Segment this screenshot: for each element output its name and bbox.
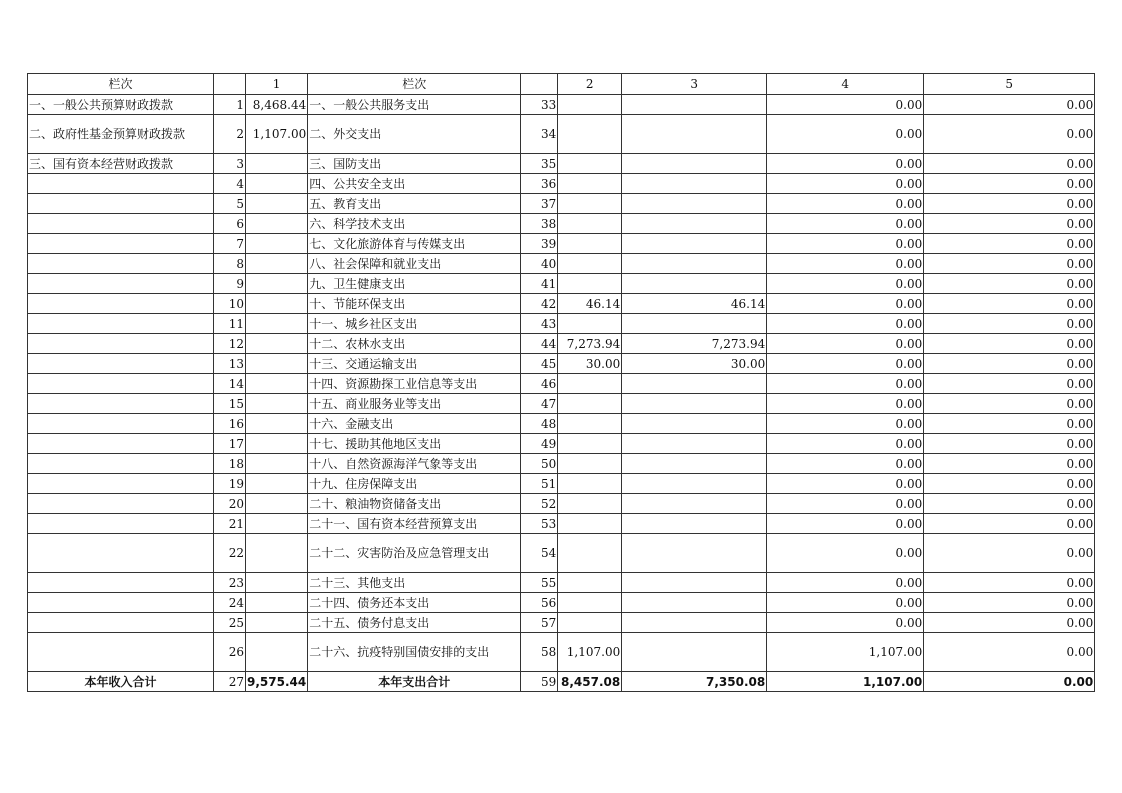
col4-value: 0.00 [767,95,924,115]
col4-value: 0.00 [767,514,924,534]
col4-value: 0.00 [767,234,924,254]
table-row [28,334,1095,354]
col5-value: 0.00 [924,613,1095,633]
expense-line-no: 42 [521,294,558,314]
income-amount [246,154,308,174]
income-amount [246,314,308,334]
col4-value: 0.00 [767,593,924,613]
col4-value: 0.00 [767,613,924,633]
col5-value: 0.00 [924,354,1095,374]
income-amount [246,494,308,514]
income-item [28,254,214,274]
income-item [28,374,214,394]
income-line-no: 16 [214,414,246,434]
col2-value [558,593,622,613]
expense-item: 三、国防支出 [308,154,521,174]
income-line-no: 18 [214,454,246,474]
expense-line-no: 35 [521,154,558,174]
income-line-no: 25 [214,613,246,633]
total-expense-line-no: 59 [521,672,558,692]
col5-value: 0.00 [924,194,1095,214]
table-row [28,374,1095,394]
col4-value: 0.00 [767,294,924,314]
header-col3: 3 [622,74,767,95]
col5-value: 0.00 [924,374,1095,394]
col5-value: 0.00 [924,534,1095,573]
income-line-no: 24 [214,593,246,613]
income-item [28,354,214,374]
col3-value [622,194,767,214]
income-amount: 8,468.44 [246,95,308,115]
income-line-no: 1 [214,95,246,115]
col5-value: 0.00 [924,334,1095,354]
income-amount [246,294,308,314]
expense-line-no: 46 [521,374,558,394]
col3-value [622,214,767,234]
income-item: 二、政府性基金预算财政拨款 [28,115,214,154]
col2-value [558,234,622,254]
col4-value: 0.00 [767,115,924,154]
col3-value [622,573,767,593]
expense-line-no: 33 [521,95,558,115]
income-line-no: 12 [214,334,246,354]
expense-line-no: 47 [521,394,558,414]
col5-value: 0.00 [924,454,1095,474]
col3-value [622,234,767,254]
expense-item: 二十二、灾害防治及应急管理支出 [308,534,521,573]
expense-line-no: 49 [521,434,558,454]
expense-line-no: 57 [521,613,558,633]
income-line-no: 10 [214,294,246,314]
income-item [28,514,214,534]
expense-item: 二十五、债务付息支出 [308,613,521,633]
income-amount [246,414,308,434]
expense-item: 十九、住房保障支出 [308,474,521,494]
col3-value [622,174,767,194]
header-left-label: 栏次 [28,74,214,95]
table-row [28,454,1095,474]
col2-value [558,115,622,154]
table-row [28,514,1095,534]
col3-value [622,274,767,294]
income-amount [246,254,308,274]
expense-line-no: 53 [521,514,558,534]
col4-value: 0.00 [767,374,924,394]
income-line-no: 5 [214,194,246,214]
table-row [28,573,1095,593]
expense-item: 一、一般公共服务支出 [308,95,521,115]
expense-item: 九、卫生健康支出 [308,274,521,294]
table-row [28,174,1095,194]
col5-value: 0.00 [924,234,1095,254]
expense-line-no: 37 [521,194,558,214]
income-line-no: 9 [214,274,246,294]
table-row [28,633,1095,672]
col3-value: 46.14 [622,294,767,314]
col2-value [558,274,622,294]
income-item [28,274,214,294]
col5-value: 0.00 [924,474,1095,494]
table-row [28,274,1095,294]
income-amount [246,214,308,234]
col3-value [622,394,767,414]
total-income-line-no: 27 [214,672,246,692]
income-amount [246,454,308,474]
col2-value: 46.14 [558,294,622,314]
col3-value [622,593,767,613]
expense-line-no: 56 [521,593,558,613]
col3-value [622,514,767,534]
table-row [28,354,1095,374]
table-row [28,414,1095,434]
income-line-no: 2 [214,115,246,154]
income-item [28,534,214,573]
col5-value: 0.00 [924,294,1095,314]
col2-value [558,174,622,194]
col5-value: 0.00 [924,254,1095,274]
col2-value: 1,107.00 [558,633,622,672]
income-line-no: 22 [214,534,246,573]
table-row [28,95,1095,115]
header-col1: 1 [246,74,308,95]
expense-item: 八、社会保障和就业支出 [308,254,521,274]
expense-item: 十一、城乡社区支出 [308,314,521,334]
total-col4: 1,107.00 [767,672,924,692]
table-row [28,194,1095,214]
expense-line-no: 55 [521,573,558,593]
col4-value: 0.00 [767,354,924,374]
col3-value: 7,273.94 [622,334,767,354]
income-item [28,294,214,314]
income-item [28,573,214,593]
total-income-amount: 9,575.44 [246,672,308,692]
income-item [28,434,214,454]
col4-value: 0.00 [767,414,924,434]
expense-item: 二十三、其他支出 [308,573,521,593]
col5-value: 0.00 [924,214,1095,234]
income-amount [246,573,308,593]
income-amount [246,274,308,294]
income-item [28,593,214,613]
budget-table [27,73,1095,692]
income-line-no: 20 [214,494,246,514]
col4-value: 0.00 [767,394,924,414]
total-income-label: 本年收入合计 [28,672,214,692]
income-line-no: 13 [214,354,246,374]
col3-value [622,314,767,334]
col2-value [558,514,622,534]
col4-value: 0.00 [767,494,924,514]
income-amount [246,474,308,494]
expense-line-no: 40 [521,254,558,274]
table-row [28,613,1095,633]
income-amount [246,514,308,534]
income-item: 一、一般公共预算财政拨款 [28,95,214,115]
income-amount [246,394,308,414]
income-item [28,414,214,434]
col2-value: 7,273.94 [558,334,622,354]
income-item [28,214,214,234]
income-item [28,633,214,672]
expense-item: 十五、商业服务业等支出 [308,394,521,414]
col5-value: 0.00 [924,274,1095,294]
col2-value [558,194,622,214]
income-line-no: 4 [214,174,246,194]
col2-value [558,573,622,593]
col4-value: 0.00 [767,334,924,354]
expense-item: 二十、粮油物资储备支出 [308,494,521,514]
income-item [28,474,214,494]
table-row [28,394,1095,414]
col3-value [622,414,767,434]
col4-value: 0.00 [767,194,924,214]
total-col2: 8,457.08 [558,672,622,692]
col2-value [558,414,622,434]
col5-value: 0.00 [924,115,1095,154]
col4-value: 0.00 [767,474,924,494]
header-blank-2 [521,74,558,95]
expense-item: 十、节能环保支出 [308,294,521,314]
col5-value: 0.00 [924,154,1095,174]
income-amount [246,194,308,214]
income-line-no: 14 [214,374,246,394]
income-amount [246,234,308,254]
col3-value [622,613,767,633]
expense-item: 六、科学技术支出 [308,214,521,234]
expense-item: 二十四、债务还本支出 [308,593,521,613]
income-line-no: 21 [214,514,246,534]
expense-line-no: 45 [521,354,558,374]
expense-item: 七、文化旅游体育与传媒支出 [308,234,521,254]
col5-value: 0.00 [924,633,1095,672]
income-item [28,334,214,354]
col5-value: 0.00 [924,174,1095,194]
col3-value [622,154,767,174]
col3-value [622,434,767,454]
col5-value: 0.00 [924,514,1095,534]
income-line-no: 8 [214,254,246,274]
income-amount [246,633,308,672]
col2-value [558,534,622,573]
col2-value [558,154,622,174]
col2-value [558,254,622,274]
income-line-no: 3 [214,154,246,174]
income-line-no: 23 [214,573,246,593]
col3-value [622,454,767,474]
income-item [28,194,214,214]
expense-item: 十七、援助其他地区支出 [308,434,521,454]
expense-line-no: 48 [521,414,558,434]
expense-line-no: 51 [521,474,558,494]
col3-value [622,254,767,274]
col2-value [558,374,622,394]
table-row [28,115,1095,154]
col3-value [622,95,767,115]
col4-value: 0.00 [767,174,924,194]
header-mid-label: 栏次 [308,74,521,95]
table-row [28,294,1095,314]
expense-item: 二十六、抗疫特别国债安排的支出 [308,633,521,672]
expense-line-no: 52 [521,494,558,514]
expense-line-no: 34 [521,115,558,154]
col3-value: 30.00 [622,354,767,374]
col4-value: 1,107.00 [767,633,924,672]
col3-value [622,374,767,394]
col4-value: 0.00 [767,154,924,174]
income-line-no: 17 [214,434,246,454]
table-row [28,474,1095,494]
income-item [28,174,214,194]
col2-value [558,214,622,234]
col5-value: 0.00 [924,394,1095,414]
table-row [28,434,1095,454]
table-row [28,314,1095,334]
total-col5: 0.00 [924,672,1095,692]
income-amount [246,334,308,354]
col4-value: 0.00 [767,534,924,573]
col2-value [558,314,622,334]
col4-value: 0.00 [767,274,924,294]
col5-value: 0.00 [924,573,1095,593]
income-item [28,494,214,514]
col5-value: 0.00 [924,593,1095,613]
income-item [28,394,214,414]
expense-line-no: 44 [521,334,558,354]
expense-item: 十八、自然资源海洋气象等支出 [308,454,521,474]
header-col4: 4 [767,74,924,95]
income-line-no: 15 [214,394,246,414]
col2-value [558,613,622,633]
col3-value [622,534,767,573]
col2-value [558,394,622,414]
table-row [28,593,1095,613]
col2-value: 30.00 [558,354,622,374]
expense-item: 四、公共安全支出 [308,174,521,194]
col2-value [558,434,622,454]
col5-value: 0.00 [924,95,1095,115]
income-amount [246,354,308,374]
col2-value [558,454,622,474]
col2-value [558,494,622,514]
income-line-no: 6 [214,214,246,234]
col4-value: 0.00 [767,573,924,593]
income-amount [246,174,308,194]
table-row [28,494,1095,514]
expense-line-no: 36 [521,174,558,194]
income-amount [246,613,308,633]
income-line-no: 26 [214,633,246,672]
col4-value: 0.00 [767,314,924,334]
income-amount [246,374,308,394]
expense-item: 十四、资源勘探工业信息等支出 [308,374,521,394]
expense-line-no: 43 [521,314,558,334]
expense-item: 十六、金融支出 [308,414,521,434]
col5-value: 0.00 [924,494,1095,514]
col3-value [622,633,767,672]
expense-item: 二、外交支出 [308,115,521,154]
col5-value: 0.00 [924,434,1095,454]
col3-value [622,115,767,154]
income-amount: 1,107.00 [246,115,308,154]
col2-value [558,95,622,115]
col4-value: 0.00 [767,454,924,474]
expense-line-no: 50 [521,454,558,474]
col2-value [558,474,622,494]
expense-line-no: 39 [521,234,558,254]
table-row [28,154,1095,174]
expense-item: 二十一、国有资本经营预算支出 [308,514,521,534]
col3-value [622,494,767,514]
total-expense-label: 本年支出合计 [308,672,521,692]
expense-item: 十三、交通运输支出 [308,354,521,374]
table-body [28,74,1095,692]
expense-line-no: 41 [521,274,558,294]
col4-value: 0.00 [767,254,924,274]
table-row [28,214,1095,234]
total-row [28,672,1095,692]
header-col5: 5 [924,74,1095,95]
col4-value: 0.00 [767,214,924,234]
header-col2: 2 [558,74,622,95]
income-item [28,454,214,474]
income-line-no: 19 [214,474,246,494]
income-item: 三、国有资本经营财政拨款 [28,154,214,174]
income-item [28,613,214,633]
col5-value: 0.00 [924,414,1095,434]
income-line-no: 11 [214,314,246,334]
col4-value: 0.00 [767,434,924,454]
expense-line-no: 54 [521,534,558,573]
header-blank [214,74,246,95]
col3-value [622,474,767,494]
income-amount [246,593,308,613]
expense-item: 十二、农林水支出 [308,334,521,354]
expense-line-no: 38 [521,214,558,234]
income-item [28,314,214,334]
income-amount [246,434,308,454]
income-amount [246,534,308,573]
income-item [28,234,214,254]
income-line-no: 7 [214,234,246,254]
table-row [28,234,1095,254]
expense-line-no: 58 [521,633,558,672]
table-row [28,254,1095,274]
table-row [28,534,1095,573]
header-row [28,74,1095,95]
col5-value: 0.00 [924,314,1095,334]
expense-item: 五、教育支出 [308,194,521,214]
total-col3: 7,350.08 [622,672,767,692]
